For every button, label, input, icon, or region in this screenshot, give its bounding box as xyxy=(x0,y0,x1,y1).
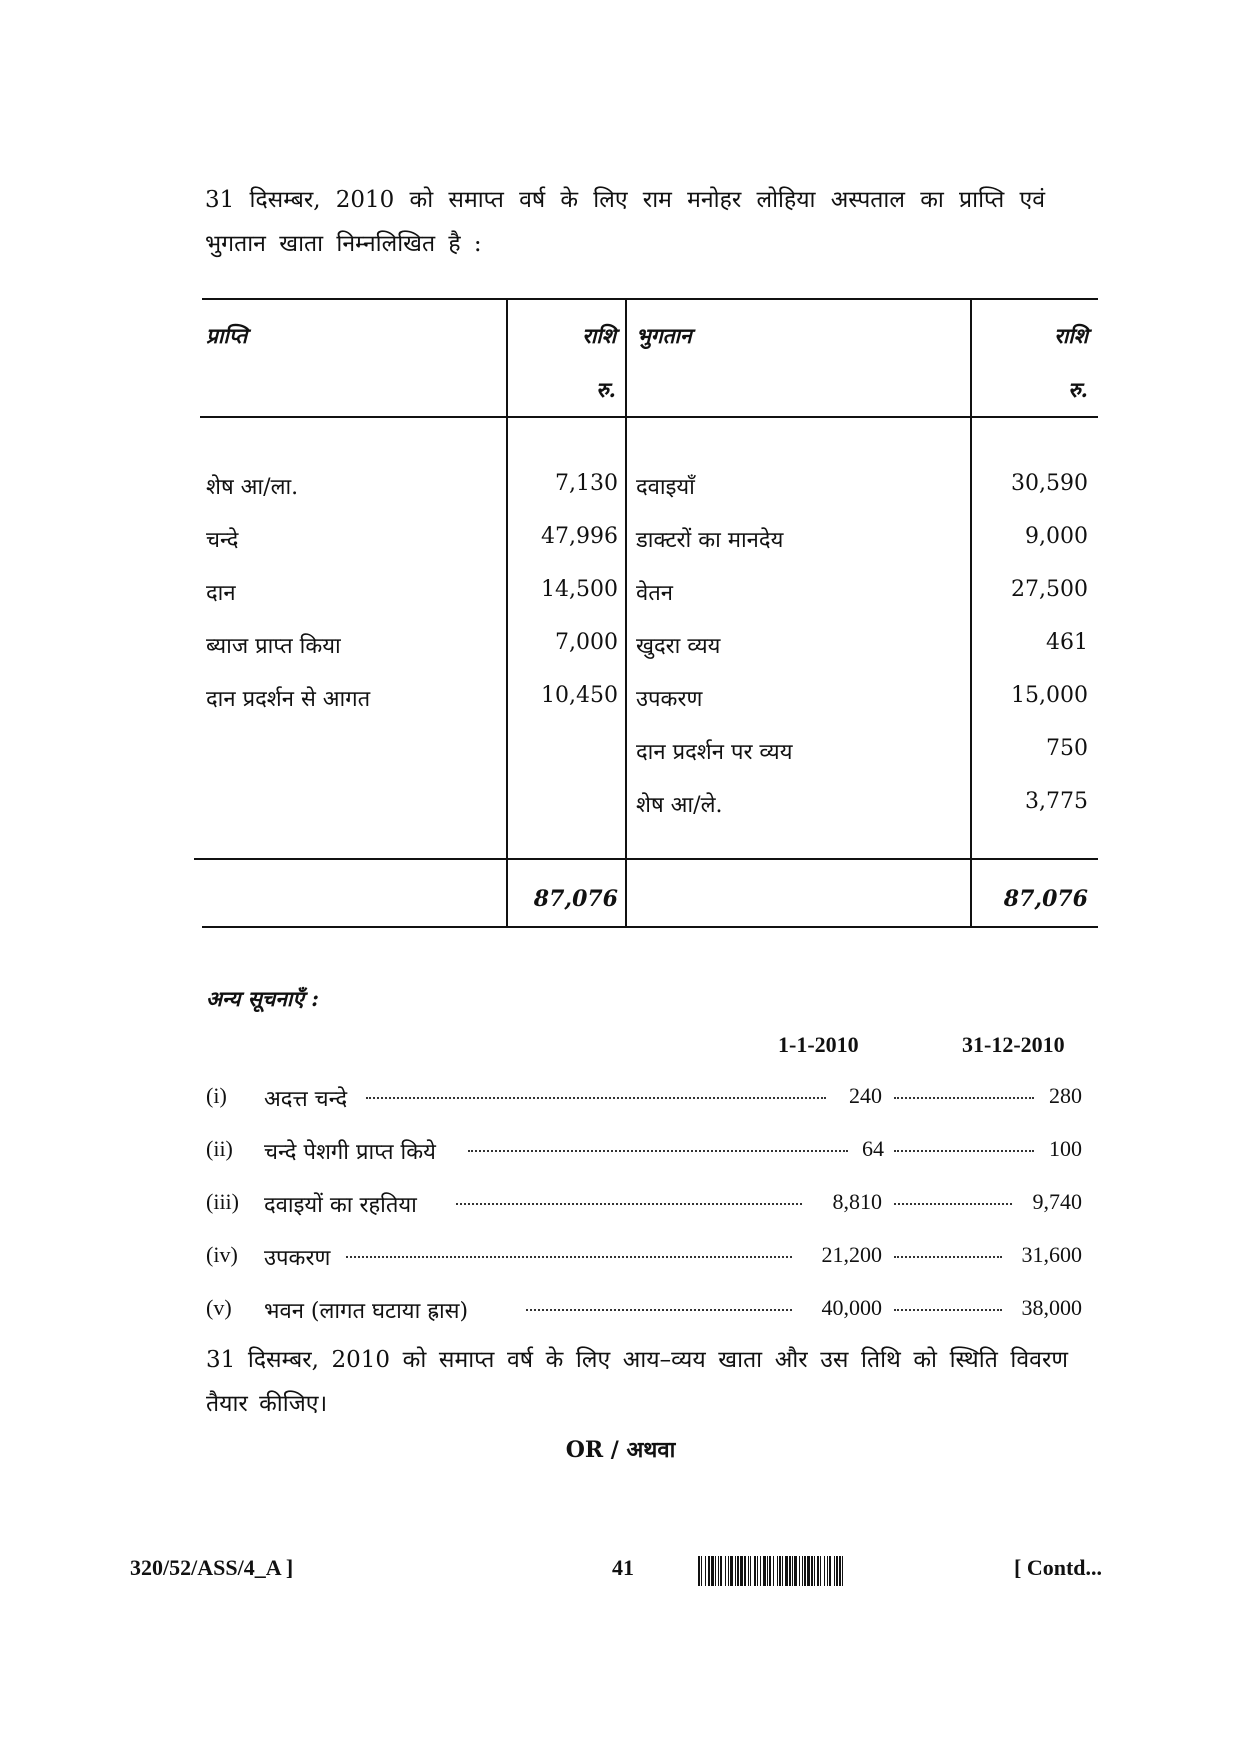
question-intro: 31 दिसम्बर, 2010 को समाप्त वर्ष के लिए राम मनोहर लोहिया अस्पताल का प्राप्ति एवं भुगतान खाता निम्नलिखित है : xyxy=(205,187,1045,257)
payment-label: शेष आ/ले. xyxy=(636,793,723,818)
payment-amount: 750 xyxy=(1046,736,1088,761)
barcode-image xyxy=(698,1556,1000,1586)
or-separator: OR / अथवा xyxy=(565,1437,676,1463)
info-value-start: 21,200 xyxy=(821,1242,882,1267)
info-row xyxy=(206,1083,1082,1117)
info-label: चन्दे पेशगी प्राप्त किये xyxy=(264,1140,436,1165)
table-top-rule xyxy=(202,298,1098,300)
payments-amount-header: राशि xyxy=(1054,323,1088,348)
receipts-header: प्राप्ति xyxy=(206,323,248,348)
payment-amount: 27,500 xyxy=(1011,577,1088,602)
dot-leader xyxy=(894,1203,1012,1205)
other-info-title: अन्य सूचनाएँ : xyxy=(206,986,320,1011)
dot-leader xyxy=(366,1097,826,1099)
info-value-end: 100 xyxy=(1049,1136,1082,1161)
header-bottom-rule xyxy=(200,416,1098,418)
info-roman: (iv) xyxy=(206,1242,238,1267)
receipt-amount: 10,450 xyxy=(541,683,618,708)
receipt-label: चन्दे xyxy=(206,528,239,553)
dot-leader xyxy=(894,1309,1002,1311)
receipts-payments-account xyxy=(200,298,1100,938)
barcode-stripe xyxy=(843,1556,846,1586)
info-row xyxy=(206,1242,1082,1276)
payments-total: 87,076 xyxy=(1003,886,1088,912)
info-label: अदत्त चन्दे xyxy=(264,1087,348,1112)
receipts-amount-header: राशि xyxy=(582,323,616,348)
info-value-end: 280 xyxy=(1049,1083,1082,1108)
info-row xyxy=(206,1136,1082,1170)
date-header-end: 31-12-2010 xyxy=(962,1032,1065,1057)
payments-currency-header: रु. xyxy=(1068,377,1088,402)
payments-header: भुगतान xyxy=(636,323,692,348)
receipts-currency-header: रु. xyxy=(596,377,616,402)
column-divider-2 xyxy=(625,298,627,928)
receipt-label: ब्याज प्राप्त किया xyxy=(206,634,341,659)
payment-label: डाक्टरों का मानदेय xyxy=(636,528,784,553)
payment-amount: 3,775 xyxy=(1025,789,1088,814)
dot-leader xyxy=(346,1256,792,1258)
payment-amount: 30,590 xyxy=(1011,471,1088,496)
info-value-end: 31,600 xyxy=(1021,1242,1082,1267)
receipt-amount: 7,000 xyxy=(555,630,618,655)
receipt-label: दान प्रदर्शन से आगत xyxy=(206,687,371,712)
info-value-end: 38,000 xyxy=(1021,1295,1082,1320)
dot-leader xyxy=(456,1203,802,1205)
payment-amount: 461 xyxy=(1046,630,1088,655)
info-row xyxy=(206,1295,1082,1329)
receipts-total: 87,076 xyxy=(533,886,618,912)
info-value-end: 9,740 xyxy=(1032,1189,1082,1214)
payment-label: उपकरण xyxy=(636,687,703,712)
info-row xyxy=(206,1189,1082,1223)
receipt-amount: 47,996 xyxy=(541,524,618,549)
total-top-rule xyxy=(194,858,1098,860)
info-label: उपकरण xyxy=(264,1246,331,1271)
payment-amount: 9,000 xyxy=(1025,524,1088,549)
receipt-label: दान xyxy=(206,581,236,606)
dot-leader xyxy=(894,1150,1034,1152)
dot-leader xyxy=(526,1309,792,1311)
receipt-label: शेष आ/ला. xyxy=(206,475,299,500)
question-instruction: 31 दिसम्बर, 2010 को समाप्त वर्ष के लिए आय–व्यय खाता और उस तिथि को स्थिति विवरण तैयार कीजिए। xyxy=(206,1347,1068,1417)
info-label: भवन (लागत घटाया ह्रास) xyxy=(264,1299,469,1324)
payment-amount: 15,000 xyxy=(1011,683,1088,708)
receipt-amount: 7,130 xyxy=(555,471,618,496)
continued-label: [ Contd... xyxy=(1014,1555,1103,1580)
page-number: 41 xyxy=(612,1555,634,1580)
payment-label: दान प्रदर्शन पर व्यय xyxy=(636,740,793,765)
receipt-amount: 14,500 xyxy=(541,577,618,602)
info-roman: (i) xyxy=(206,1083,227,1108)
info-value-start: 240 xyxy=(849,1083,882,1108)
dot-leader xyxy=(468,1150,848,1152)
date-header-start: 1-1-2010 xyxy=(778,1032,859,1057)
info-roman: (iii) xyxy=(206,1189,239,1214)
dot-leader xyxy=(894,1256,1002,1258)
info-value-start: 64 xyxy=(862,1136,884,1161)
payment-label: वेतन xyxy=(636,581,673,606)
paper-code: 320/52/ASS/4_A ] xyxy=(130,1555,294,1580)
table-bottom-rule xyxy=(202,926,1098,928)
payment-label: दवाइयाँ xyxy=(636,475,695,500)
dot-leader xyxy=(894,1097,1034,1099)
info-value-start: 40,000 xyxy=(821,1295,882,1320)
info-value-start: 8,810 xyxy=(832,1189,882,1214)
info-roman: (ii) xyxy=(206,1136,233,1161)
info-label: दवाइयों का रहतिया xyxy=(264,1193,417,1218)
payment-label: खुदरा व्यय xyxy=(636,634,721,659)
info-roman: (v) xyxy=(206,1295,232,1320)
